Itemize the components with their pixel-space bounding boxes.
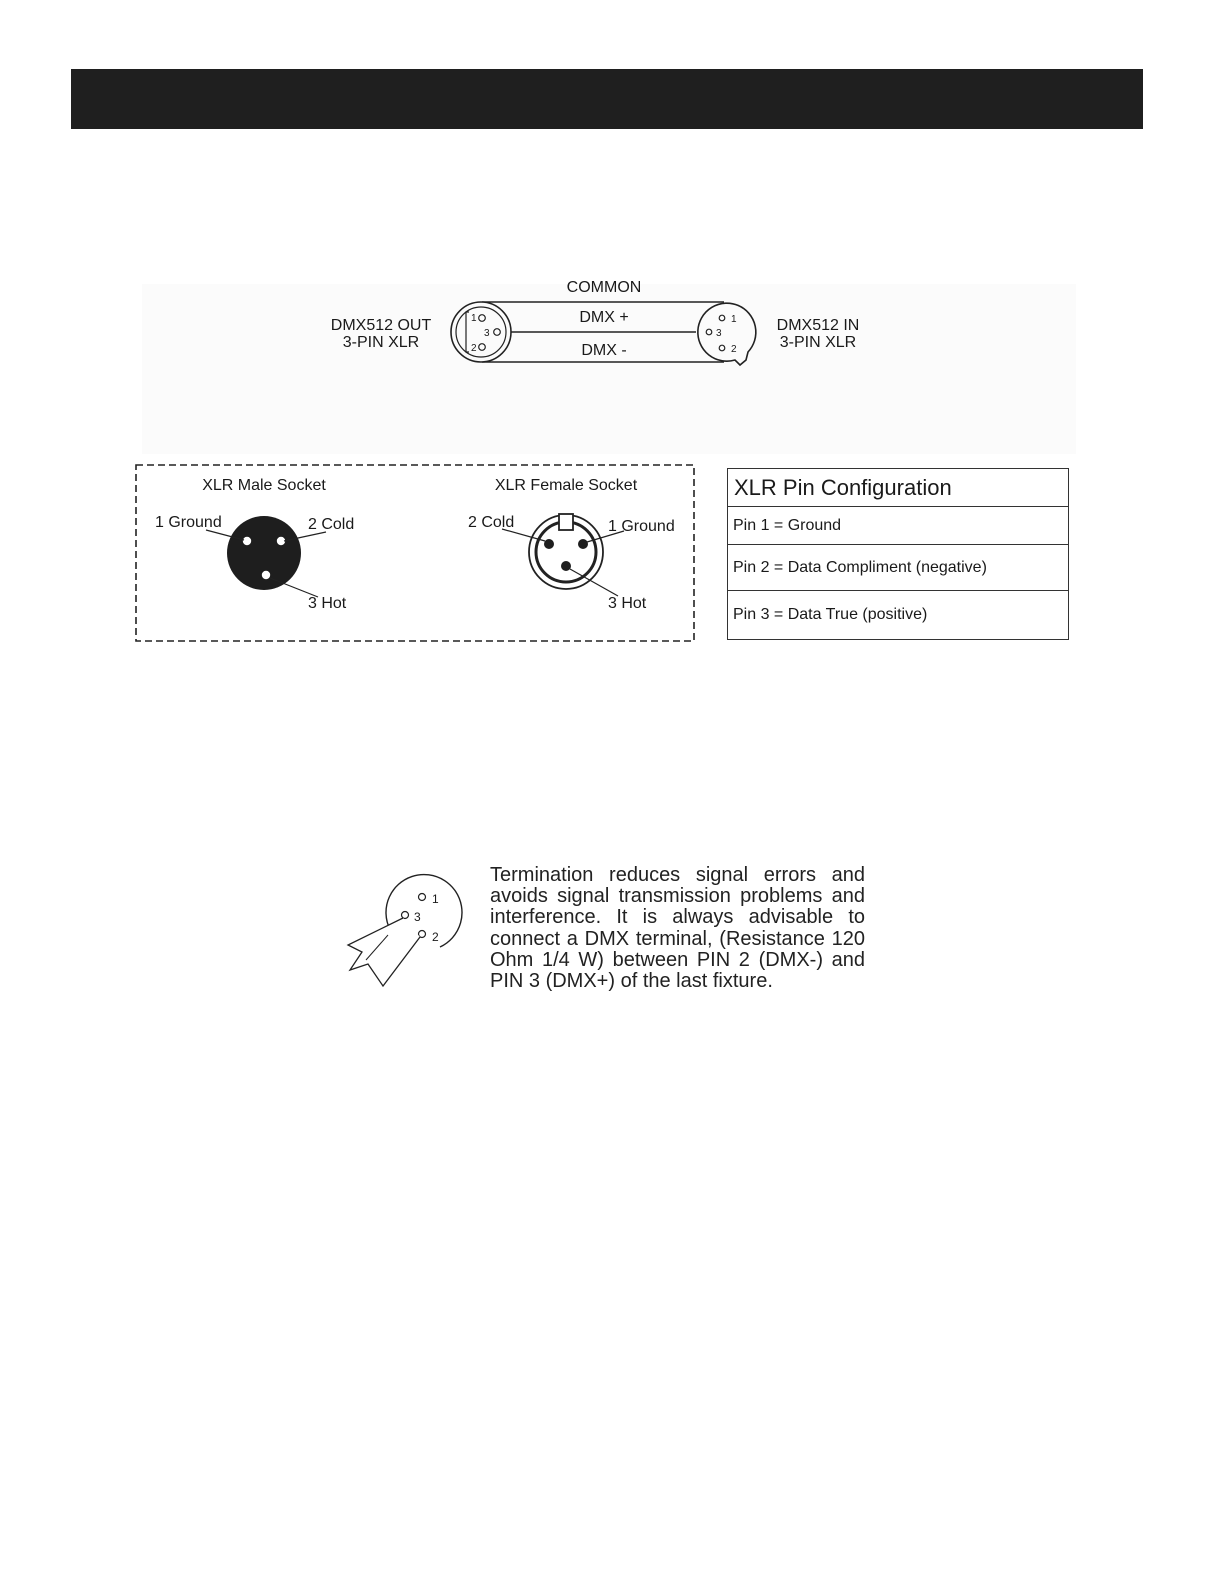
in-pin-3: 3 (716, 328, 722, 339)
dmx-plus-label: DMX + (579, 309, 629, 326)
dmx-out-type-label: 3-PIN XLR (342, 334, 420, 351)
female-socket-title: XLR Female Socket (494, 477, 638, 494)
out-pin-3: 3 (484, 328, 490, 339)
dmx-in-label: DMX512 IN (776, 317, 860, 334)
male-pin-2 (277, 537, 285, 545)
term-pin-1: 1 (432, 892, 439, 906)
male-pin-1 (243, 537, 251, 545)
xlr-pin-configuration-table (727, 468, 1069, 640)
terminator-resistor-icon (348, 918, 420, 986)
male-pin-3 (262, 571, 270, 579)
male-cold-label: 2 Cold (308, 516, 355, 533)
dmx-out-label: DMX512 OUT (330, 317, 432, 334)
termination-description: Termination reduces signal errors and avoids signal transmission problems and interference. It is always advisable to connect a DMX terminal, (Resistance 120 Ohm 1/4 W) between PIN 2 (DMX-) and PIN 3 (DMX+) of the last fixture. (490, 864, 865, 993)
female-cold-label: 2 Cold (468, 514, 515, 531)
pin-config-row: Pin 2 = Data Compliment (negative) (728, 545, 1068, 591)
female-pin-2 (544, 539, 554, 549)
xlr-male-socket (155, 477, 354, 612)
out-pin-1: 1 (471, 313, 477, 324)
dmx-cable (331, 279, 860, 365)
in-pin-1: 1 (731, 314, 737, 325)
male-socket-title: XLR Male Socket (202, 477, 326, 494)
pin-config-row: Pin 3 = Data True (positive) (733, 606, 928, 623)
female-hot-label: 3 Hot (608, 595, 647, 612)
dmx-minus-label: DMX - (581, 342, 627, 359)
female-latch (559, 514, 573, 530)
in-pin-2: 2 (731, 344, 737, 355)
common-label: COMMON (566, 279, 642, 296)
termination-connector (348, 875, 462, 986)
dmx-in-type-label: 3-PIN XLR (779, 334, 857, 351)
female-pin-3 (561, 561, 571, 571)
dmx-out-connector (451, 302, 511, 362)
out-pin-2: 2 (471, 343, 477, 354)
pin-config-row: Pin 1 = Ground (728, 507, 1068, 545)
term-pin-2: 2 (432, 930, 439, 944)
term-pin-3: 3 (414, 910, 421, 924)
pin-config-title: XLR Pin Configuration (728, 469, 1068, 507)
xlr-female-socket (468, 477, 675, 612)
male-socket-body (227, 516, 301, 590)
female-pin-1 (578, 539, 588, 549)
female-ground-label: 1 Ground (608, 518, 675, 535)
male-ground-label: 1 Ground (155, 514, 222, 531)
dmx-in-connector (698, 303, 756, 365)
male-hot-label: 3 Hot (308, 595, 347, 612)
